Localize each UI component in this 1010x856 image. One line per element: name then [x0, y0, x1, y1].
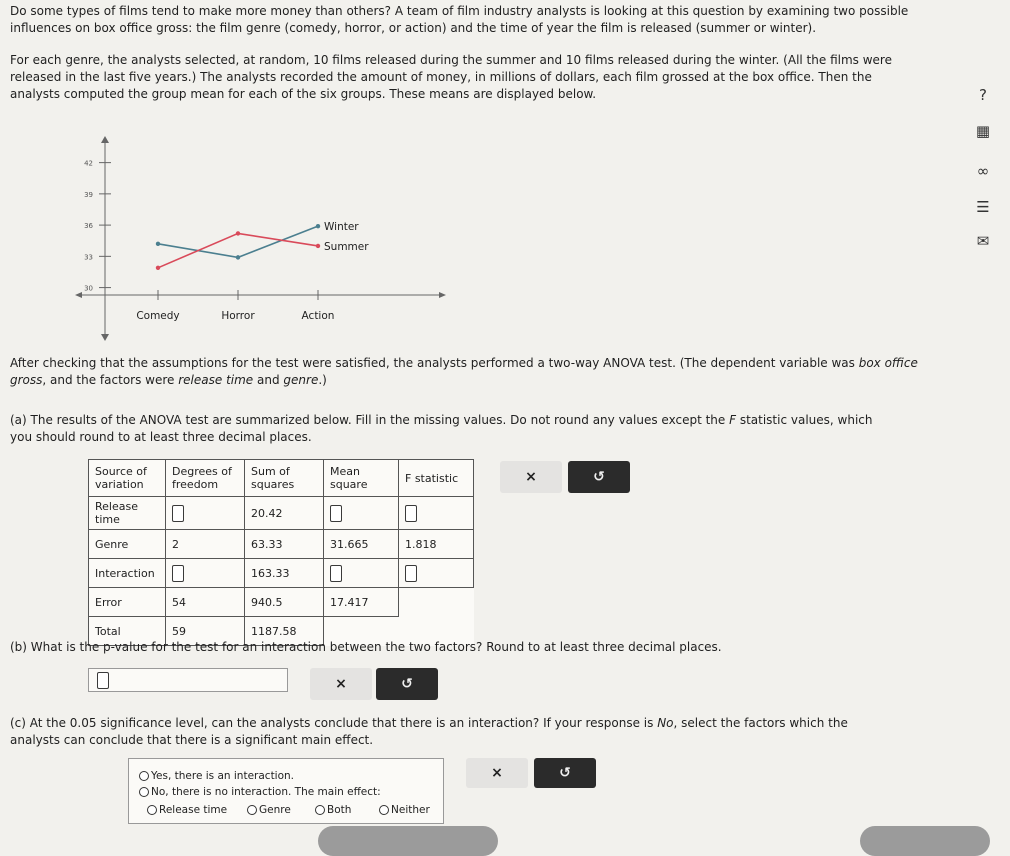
row-ss: 20.42 — [245, 497, 324, 530]
radio-button[interactable] — [379, 805, 389, 815]
row-source: Release time — [89, 497, 166, 530]
y-tick-label: 36 — [84, 222, 93, 231]
clear-button[interactable]: × — [500, 461, 562, 493]
row-df: 54 — [166, 588, 245, 617]
p3-text-d: .) — [318, 373, 327, 387]
row-ss: 163.33 — [245, 559, 324, 588]
row-df: 59 — [166, 617, 245, 646]
anova-description — [10, 355, 930, 389]
clear-button[interactable]: × — [310, 668, 372, 700]
input-box[interactable] — [405, 505, 417, 522]
series-group — [156, 221, 369, 270]
row-ss: 940.5 — [245, 588, 324, 617]
input-box[interactable] — [330, 565, 342, 582]
option-release-time[interactable] — [147, 803, 227, 817]
radio-no-label: No, there is no interaction. The main effect: — [151, 786, 381, 798]
x-tick-label: Comedy — [136, 310, 180, 322]
bottom-button-right[interactable] — [860, 826, 990, 856]
factor-release-time: release time — [178, 373, 254, 387]
table-row — [89, 559, 474, 588]
interaction-chart — [60, 135, 460, 345]
f-release-input[interactable] — [399, 497, 474, 530]
radio-button[interactable] — [315, 805, 325, 815]
header-source: Source of variation — [89, 460, 166, 497]
calculator-icon[interactable]: ▦ — [975, 122, 991, 140]
part-a-prompt — [10, 412, 890, 446]
intro-paragraph-1: Do some types of films tend to make more money than others? A team of film industry analysts is looking at this question by examining two possible influences on box office gross: the film genre (comedy, horror, or action) and the time of year the film is released (summer or winter). — [10, 4, 909, 35]
bottom-button-left[interactable] — [318, 826, 498, 856]
option-both[interactable] — [315, 803, 351, 817]
row-source: Error — [89, 588, 166, 617]
interaction-answer-box — [128, 758, 444, 824]
option-label: Both — [327, 804, 352, 816]
header-ms: Mean square — [324, 460, 399, 497]
header-ss: Sum of squares — [245, 460, 324, 497]
row-source: Genre — [89, 530, 166, 559]
radio-button[interactable] — [147, 805, 157, 815]
part-c-prompt — [10, 715, 890, 749]
f-interaction-input[interactable] — [399, 559, 474, 588]
f-symbol: F — [729, 413, 737, 427]
p3-text-a: After checking that the assumptions for the test were satisfied, the analysts performed a two-way ANOVA test. (The dependent variable was — [10, 356, 859, 370]
p3-text-b: , and the factors were — [42, 373, 179, 387]
radio-button[interactable] — [247, 805, 257, 815]
x-tick-label: Action — [301, 310, 335, 322]
data-point-winter — [156, 242, 160, 246]
row-source: Interaction — [89, 559, 166, 588]
data-point-summer — [236, 231, 240, 235]
pc-text-2: , select the factors which the analysts can conclude that there is a significant main effect. — [10, 716, 848, 747]
table-row — [89, 497, 474, 530]
input-box[interactable] — [172, 505, 184, 522]
ms-release-input[interactable] — [324, 497, 399, 530]
y-axis-arrow-up — [101, 136, 109, 143]
y-tick-label: 33 — [84, 253, 93, 262]
data-point-winter — [316, 224, 320, 228]
series-line-summer — [158, 233, 318, 267]
undo-button[interactable]: ↺ — [568, 461, 630, 493]
data-point-summer — [156, 266, 160, 270]
data-point-winter — [236, 255, 240, 259]
empty-cell — [399, 588, 474, 617]
option-label: Neither — [391, 804, 430, 816]
table-header-row — [89, 460, 474, 497]
option-label: Genre — [259, 804, 291, 816]
header-f: F statistic — [399, 460, 474, 497]
y-ticks — [84, 160, 111, 293]
help-icon[interactable]: ? — [979, 86, 987, 104]
mail-icon[interactable]: ✉ — [976, 232, 990, 250]
row-ss: 1187.58 — [245, 617, 324, 646]
row-df: 2 — [166, 530, 245, 559]
y-tick-label: 42 — [84, 159, 93, 168]
infinity-icon[interactable]: ∞ — [976, 162, 990, 180]
notes-icon[interactable]: ☰ — [976, 198, 990, 216]
clear-button[interactable]: × — [466, 758, 528, 788]
pa-text-2: statistic values, which you should round to at least three decimal places. — [10, 413, 873, 444]
df-release-input[interactable] — [166, 497, 245, 530]
radio-no[interactable] — [139, 785, 381, 799]
header-df: Degrees of freedom — [166, 460, 245, 497]
anova-table — [88, 459, 474, 646]
radio-button[interactable] — [139, 771, 149, 781]
y-axis-arrow-down — [101, 334, 109, 341]
p-value-answer-box[interactable] — [88, 668, 288, 692]
option-genre[interactable] — [247, 803, 291, 817]
legend-label-winter: Winter — [324, 221, 359, 234]
legend-label-summer: Summer — [324, 240, 369, 253]
y-tick-label: 39 — [84, 190, 93, 199]
ms-interaction-input[interactable] — [324, 559, 399, 588]
radio-yes[interactable] — [139, 769, 294, 783]
df-interaction-input[interactable] — [166, 559, 245, 588]
pc-text-1: (c) At the 0.05 significance level, can the analysts conclude that there is an interaction? If your response is — [10, 716, 658, 730]
undo-button[interactable]: ↺ — [376, 668, 438, 700]
x-tick-label: Horror — [221, 310, 255, 322]
p3-text-c: and — [253, 373, 284, 387]
undo-button[interactable]: ↺ — [534, 758, 596, 788]
row-f: 1.818 — [399, 530, 474, 559]
pa-text-1: (a) The results of the ANOVA test are summarized below. Fill in the missing values. Do not round any values except the — [10, 413, 730, 427]
x-axis-arrow-right — [439, 292, 446, 298]
p-value-input[interactable] — [97, 672, 109, 689]
row-ms: 31.665 — [324, 530, 399, 559]
row-ms: 17.417 — [324, 588, 399, 617]
table-row — [89, 588, 474, 617]
option-label: Release time — [159, 804, 228, 816]
part-b-prompt: (b) What is the p-value for the test for an interaction between the two factors? Round to at least three decimal places. — [10, 640, 722, 654]
radio-yes-label: Yes, there is an interaction. — [151, 770, 295, 782]
row-source: Total — [89, 617, 166, 646]
factor-genre: genre — [283, 373, 319, 387]
table-row — [89, 530, 474, 559]
data-point-summer — [316, 244, 320, 248]
input-box[interactable] — [172, 565, 184, 582]
x-axis — [75, 292, 446, 298]
pc-no-word: No — [657, 716, 674, 730]
y-axis — [101, 136, 109, 341]
x-axis-arrow-left — [75, 292, 82, 298]
y-tick-label: 30 — [84, 284, 93, 293]
row-ss: 63.33 — [245, 530, 324, 559]
option-neither[interactable] — [379, 803, 430, 817]
intro-paragraph-2: For each genre, the analysts selected, at random, 10 films released during the summer and 10 films released during the winter. (All the films were released in the last five years.) The analysts recorded the amount of money, in millions of dollars, each film grossed at the box office. Then the analysts computed the group mean for each of the six groups. These means are displayed below. — [10, 53, 892, 101]
input-box[interactable] — [405, 565, 417, 582]
dependent-variable: box office gross — [10, 356, 918, 387]
radio-button[interactable] — [139, 787, 149, 797]
input-box[interactable] — [330, 505, 342, 522]
